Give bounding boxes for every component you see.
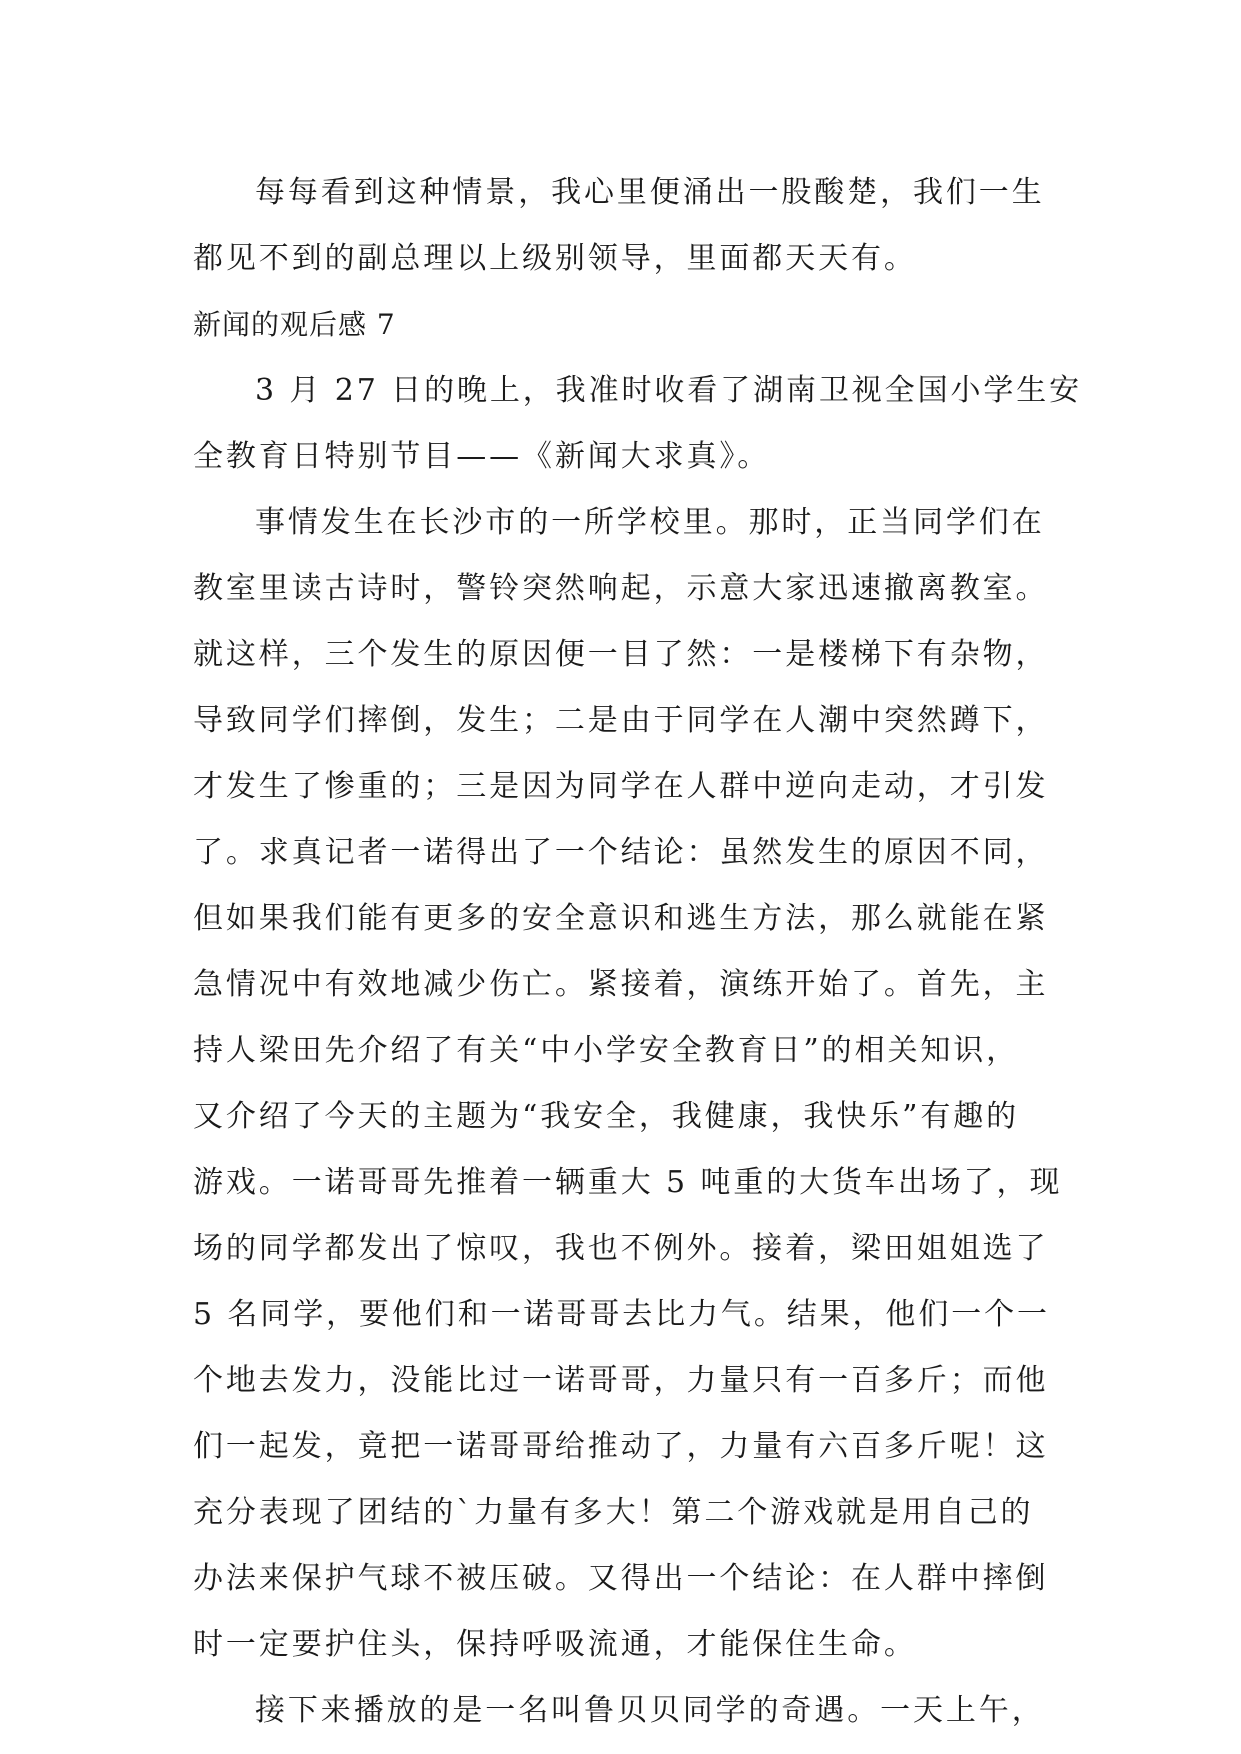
- paragraph-line: 场的同学都发出了惊叹，我也不例外。接着，梁田姐姐选了: [193, 1231, 1049, 1266]
- paragraph-line: 们一起发，竟把一诺哥哥给推动了，力量有六百多斤呢！这: [193, 1429, 1049, 1464]
- section-heading: 新闻的观后感 7: [193, 308, 396, 341]
- paragraph-line: 每每看到这种情景，我心里便涌出一股酸楚，我们一生: [255, 175, 1045, 210]
- paragraph-line: 了。求真记者一诺得出了一个结论：虽然发生的原因不同，: [193, 835, 1049, 870]
- paragraph-line: 但如果我们能有更多的安全意识和逃生方法，那么就能在紧: [193, 901, 1049, 936]
- paragraph-line: 就这样，三个发生的原因便一目了然：一是楼梯下有杂物，: [193, 637, 1049, 672]
- paragraph-line: 又介绍了今天的主题为“我安全，我健康，我快乐”有趣的: [193, 1099, 1020, 1134]
- paragraph-line: 持人梁田先介绍了有关“中小学安全教育日”的相关知识，: [193, 1033, 1020, 1068]
- paragraph-line: 5 名同学，要他们和一诺哥哥去比力气。结果，他们一个一: [193, 1297, 1050, 1332]
- paragraph-line: 充分表现了团结的`力量有多大！第二个游戏就是用自己的: [193, 1495, 1034, 1530]
- paragraph-line: 办法来保护气球不被压破。又得出一个结论：在人群中摔倒: [193, 1561, 1049, 1596]
- paragraph-line: 导致同学们摔倒，发生；二是由于同学在人潮中突然蹲下，: [193, 703, 1049, 738]
- paragraph-line: 教室里读古诗时，警铃突然响起，示意大家迅速撤离教室。: [193, 571, 1049, 606]
- paragraph-line: 游戏。一诺哥哥先推着一辆重大 5 吨重的大货车出场了，现: [193, 1165, 1063, 1200]
- paragraph-line: 全教育日特别节目——《新闻大求真》。: [193, 439, 771, 474]
- paragraph-line: 急情况中有效地减少伤亡。紧接着，演练开始了。首先，主: [193, 967, 1049, 1002]
- paragraph-line: 才发生了惨重的；三是因为同学在人群中逆向走动，才引发: [193, 769, 1049, 804]
- paragraph-line: 都见不到的副总理以上级别领导，里面都天天有。: [193, 241, 917, 276]
- paragraph-line: 事情发生在长沙市的一所学校里。那时，正当同学们在: [255, 505, 1045, 540]
- document-body: [193, 160, 1083, 1744]
- paragraph-line: 接下来播放的是一名叫鲁贝贝同学的奇遇。一天上午，: [255, 1693, 1045, 1728]
- paragraph-line: 个地去发力，没能比过一诺哥哥，力量只有一百多斤；而他: [193, 1363, 1049, 1398]
- paragraph-line: 时一定要护住头，保持呼吸流通，才能保住生命。: [193, 1627, 917, 1662]
- paragraph-line: 3 月 27 日的晚上，我准时收看了湖南卫视全国小学生安: [255, 373, 1083, 408]
